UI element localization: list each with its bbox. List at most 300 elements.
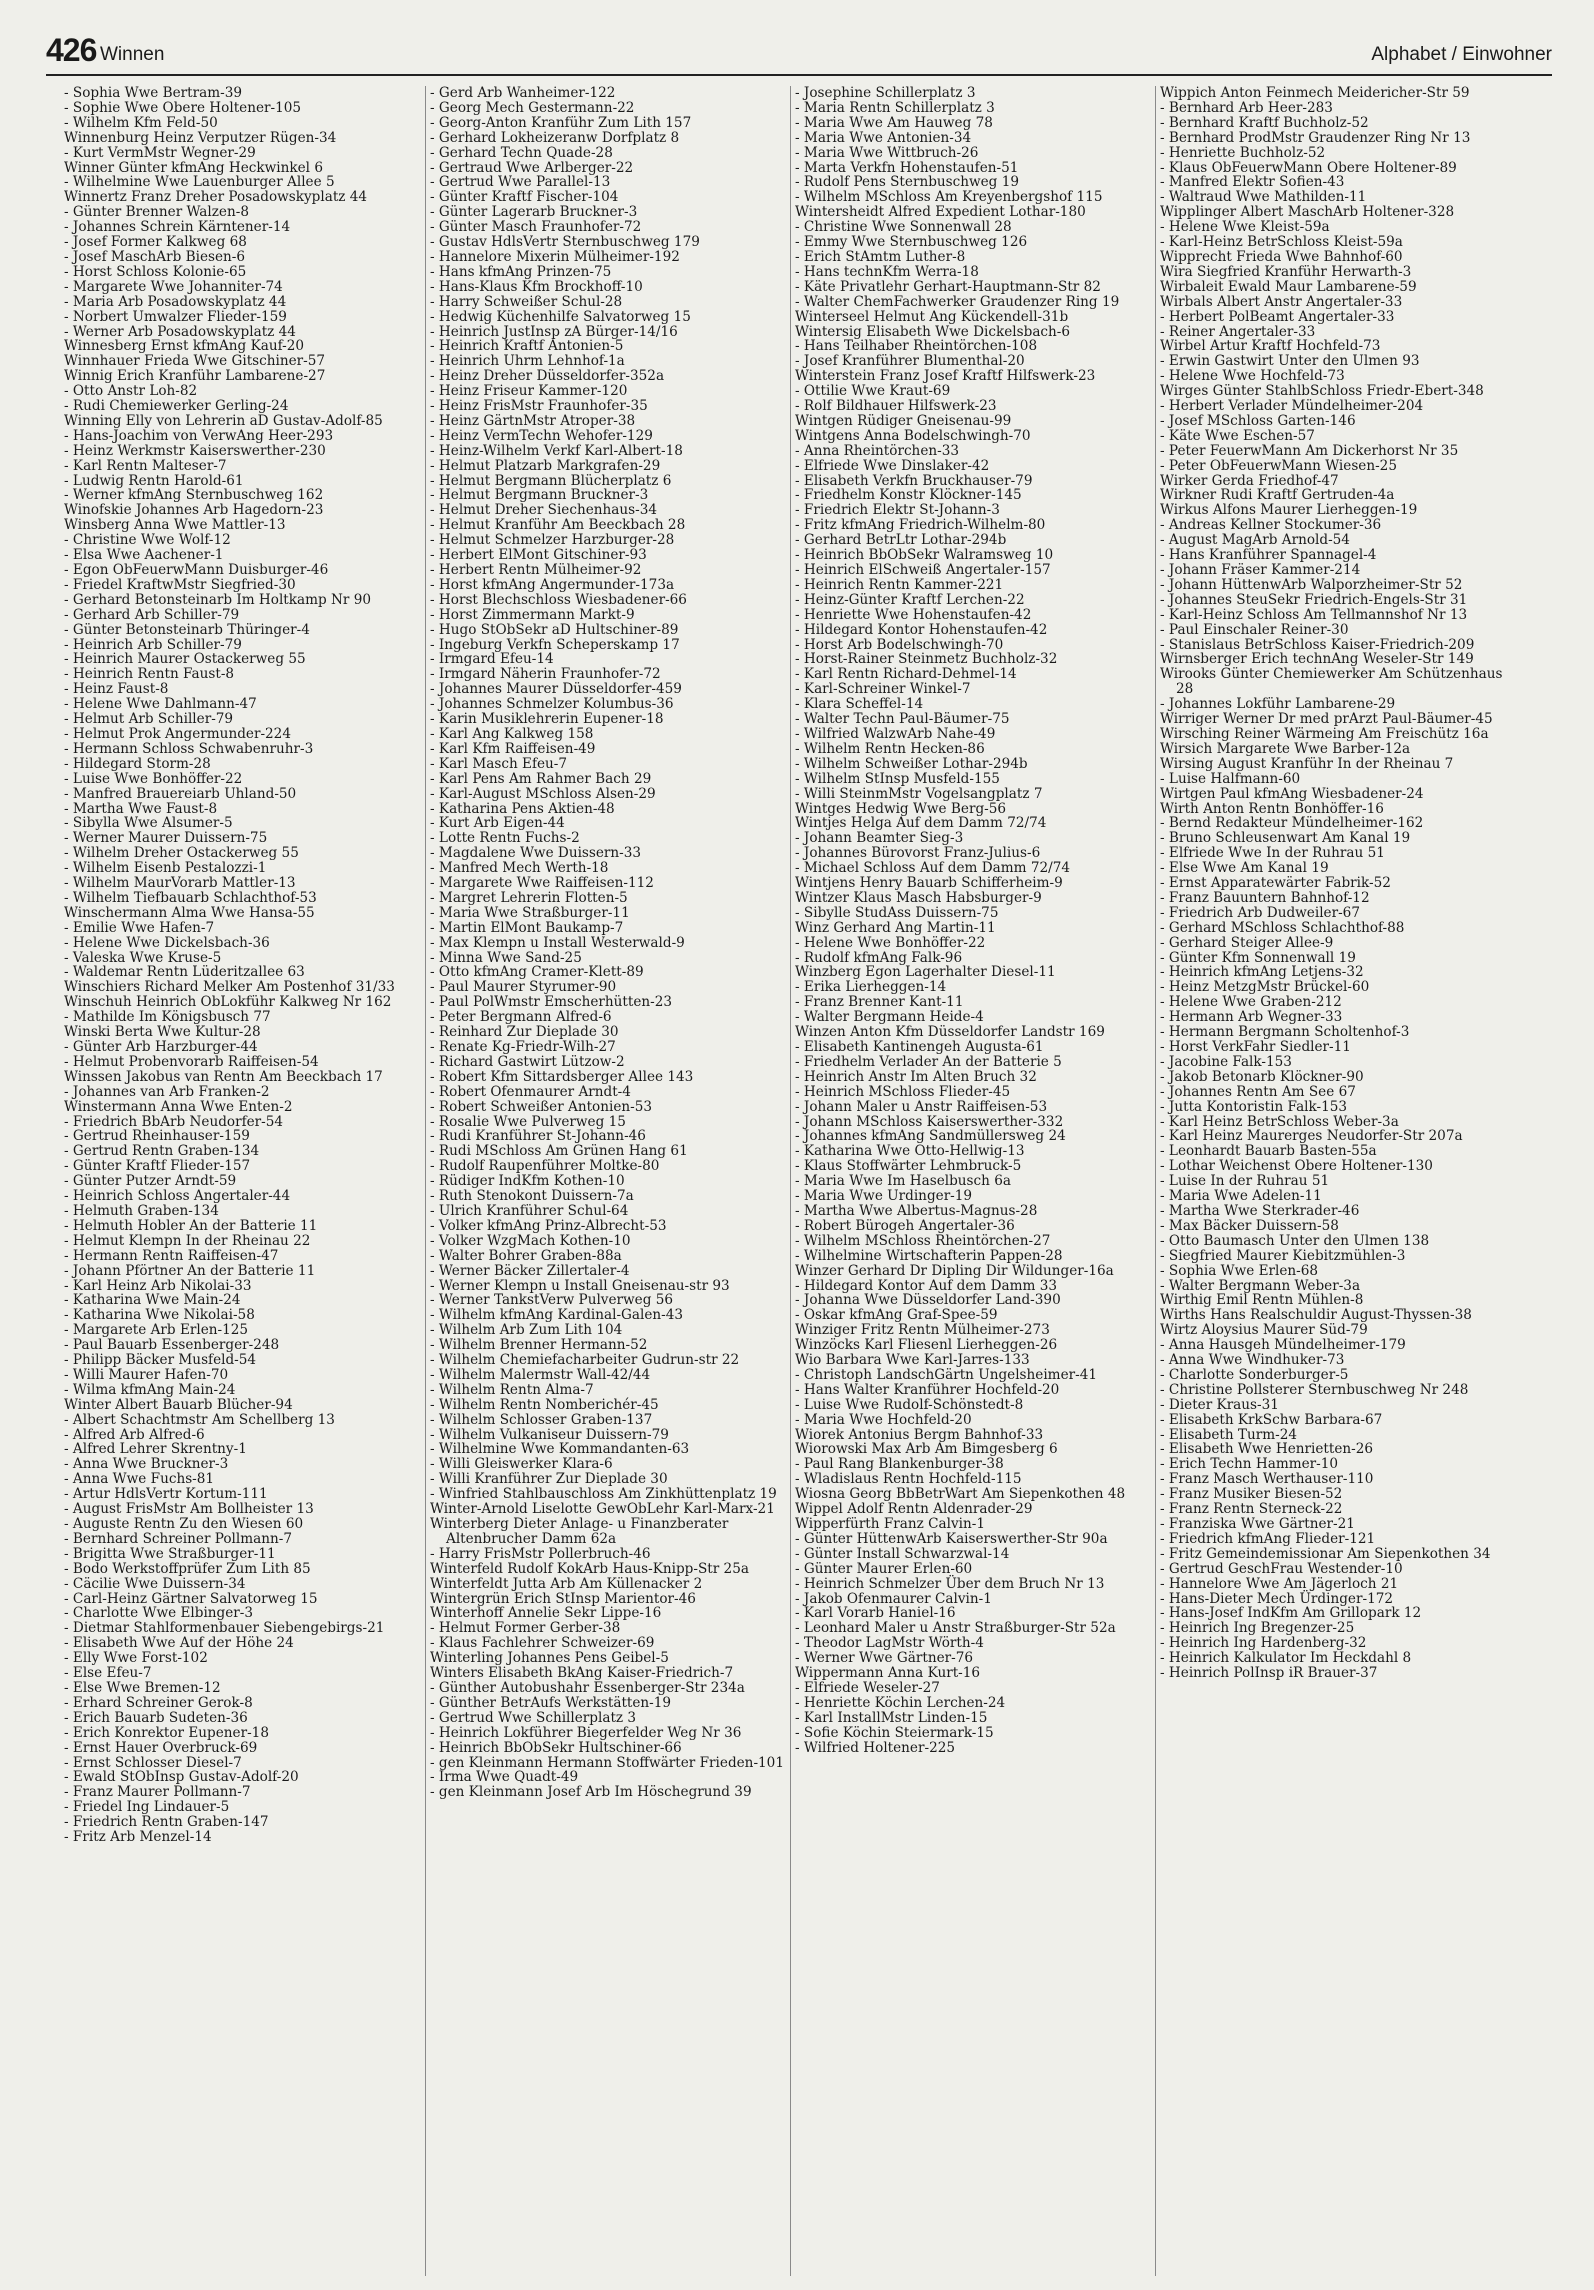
directory-entry: - Luise Wwe Rudolf-Schönstedt-8 [795,1396,1024,1413]
directory-entry: - Martha Wwe Albertus-Magnus-28 [795,1202,1038,1219]
column-2 [425,86,790,2276]
directory-entry: - Heinrich Ing Hardenberg-32 [1160,1635,1367,1652]
directory-entry: - Ludwig Rentn Harold-61 [64,472,244,489]
directory-entry: - Walter Bohrer Graben-88a [430,1247,622,1264]
directory-entry: - Johannes van Arb Franken-2 [64,1083,270,1100]
directory-entry: - Günter Maurer Erlen-60 [795,1560,973,1577]
directory-entry: - Wilhelm MSchloss Am Kreyenbergshof 115 [795,189,1103,206]
directory-entry: Winschermann Alma Wwe Hansa-55 [64,904,315,921]
directory-entry: Winter Albert Bauarb Blücher-94 [64,1396,293,1413]
directory-entry: - Maria Rentn Schillerplatz 3 [795,99,995,116]
directory-entry: - Gustav HdlsVertr Sternbuschweg 179 [430,234,700,251]
directory-entry: - Carl-Heinz Gärtner Salvatorweg 15 [64,1590,318,1607]
directory-entry: Winz Gerhard Ang Martin-11 [795,919,996,936]
directory-entry: - Manfred Brauereiarb Uhland-50 [64,785,297,802]
directory-entry: - Hans Kranführer Spannagel-4 [1160,547,1377,564]
directory-entry: - Josef Kranführer Blumenthal-20 [795,353,1025,370]
directory-entry: - Gerhard Steiger Allee-9 [1160,934,1334,951]
directory-entry: - Helmuth Graben-134 [64,1202,219,1219]
directory-entry: - Sofie Köchin Steiermark-15 [795,1724,994,1741]
directory-entry: Wirbaleit Ewald Maur Lambarene-59 [1160,278,1417,295]
directory-entry: - Margarete Arb Erlen-125 [64,1322,249,1339]
directory-entry: - Hans kfmAng Prinzen-75 [430,263,612,280]
directory-entry: - Heinrich Rentn Kammer-221 [795,576,1004,593]
directory-entry: - Günther Autobushahr Essenberger-Str 234a [430,1679,745,1696]
directory-entry: Winzberg Egon Lagerhalter Diesel-11 [795,964,1056,981]
directory-entry: - Franz Masch Werthauser-110 [1160,1471,1374,1488]
directory-entry: Wirbals Albert Anstr Angertaler-33 [1160,293,1403,310]
directory-entry: - Werner Wwe Gärtner-76 [795,1650,974,1667]
directory-entry: - Rudolf kfmAng Falk-96 [795,949,963,966]
directory-entry: - Marta Verkfn Hohenstaufen-51 [795,159,1019,176]
directory-entry: Wintjes Helga Auf dem Damm 72/74 [795,815,1047,832]
directory-entry: - Willi Gleiswerker Klara-6 [430,1456,613,1473]
directory-entry: Wirges Günter StahlbSchloss Friedr-Ebert-348 [1160,383,1484,400]
directory-entry: - Johannes SteuSekr Friedrich-Engels-Str 31 [1160,591,1468,608]
directory-entry: - Wilhelmine Wirtschafterin Pappen-28 [795,1247,1063,1264]
directory-entry: Wipprecht Frieda Wwe Bahnhof-60 [1160,248,1403,265]
directory-entry: - Christine Pollsterer Sternbuschweg Nr 248 [1160,1381,1469,1398]
directory-entry: - Norbert Umwalzer Flieder-159 [64,308,287,325]
directory-entry: - Siegfried Maurer Kiebitzmühlen-3 [1160,1247,1406,1264]
directory-entry: - Ewald StObInsp Gustav-Adolf-20 [64,1769,299,1786]
directory-entry: - Karl-August MSchloss Alsen-29 [430,785,656,802]
directory-entry: - Josef MSchloss Garten-146 [1160,412,1356,429]
directory-entry: - Erich Techn Hammer-10 [1160,1456,1339,1473]
directory-entry: - Elly Wwe Forst-102 [64,1650,208,1667]
directory-entry: - Heinz-Wilhelm Verkf Karl-Albert-18 [430,442,683,459]
directory-entry: - Harry FrisMstr Pollerbruch-46 [430,1545,651,1562]
directory-entry: - Johann Beamter Sieg-3 [795,830,964,847]
directory-entry: - Peter ObFeuerwMann Wiesen-25 [1160,457,1397,474]
directory-entry: - Sophia Wwe Erlen-68 [1160,1262,1319,1279]
directory-entry: Winter-Arnold Liselotte GewObLehr Karl-Marx-21 [430,1501,775,1518]
directory-entry: - Johannes Schmelzer Kolumbus-36 [430,696,674,713]
directory-entry: Wiorek Antonius Bergm Bahnhof-33 [795,1426,1044,1443]
directory-entry: Winnenburg Heinz Verputzer Rügen-34 [64,129,337,146]
directory-entry: - Charlotte Sonderburger-5 [1160,1366,1349,1383]
directory-entry: - Leonhard Maler u Anstr Straßburger-Str 52a [795,1620,1116,1637]
directory-entry: - Johannes Maurer Düsseldorfer-459 [430,681,682,698]
directory-entry: - Helmut Klempn In der Rheinau 22 [64,1232,311,1249]
directory-entry: - Henriette Wwe Hohenstaufen-42 [795,606,1032,623]
directory-entry: - Herbert ElMont Gitschiner-93 [430,547,647,564]
directory-entry: - Heinrich Kraftf Antonien-5 [430,338,624,355]
directory-entry: Wippich Anton Feinmech Meidericher-Str 59 [1160,86,1470,101]
directory-entry: - Christine Wwe Wolf-12 [64,532,231,549]
directory-entry: Wirbel Artur Kraftf Hochfeld-73 [1160,338,1381,355]
directory-entry: - Karl Rentn Malteser-7 [64,457,227,474]
directory-entry: - Herbert Verlader Mündelheimer-204 [1160,398,1424,415]
directory-entry: - Emmy Wwe Sternbuschweg 126 [795,234,1028,251]
column-3 [790,86,1155,2276]
directory-entry: - Manfred Elektr Sofien-43 [1160,174,1345,191]
directory-entry: - Sibylla Wwe Alsumer-5 [64,815,233,832]
directory-entry: - Wilhelm kfmAng Kardinal-Galen-43 [430,1307,684,1324]
directory-entry: - Rüdiger IndKfm Kothen-10 [430,1173,625,1190]
directory-entry: - Bernhard ProdMstr Graudenzer Ring Nr 13 [1160,129,1471,146]
directory-entry: - Heinz Dreher Düsseldorfer-352a [430,368,665,385]
directory-entry: - Wilhelm Eisenb Pestalozzi-1 [64,860,267,877]
directory-entry: Wiosna Georg BbBetrWart Am Siepenkothen 48 [795,1486,1126,1503]
directory-entry: Winnesberg Ernst kfmAng Kauf-20 [64,338,305,355]
directory-entry: Wippermann Anna Kurt-16 [795,1665,981,1682]
directory-columns [60,86,1520,2276]
directory-entry: Winzer Gerhard Dr Dipling Dir Wildunger-16a [795,1262,1114,1279]
directory-entry: - Johann HüttenwArb Walporzheimer-Str 52 [1160,576,1463,593]
directory-entry: - Günter Install Schwarzwal-14 [795,1545,1010,1562]
directory-entry: - Maria Wwe Wittbruch-26 [795,144,979,161]
directory-entry: - Jakob Ofenmaurer Calvin-1 [795,1590,992,1607]
directory-entry: - Friedhelm Konstr Klöckner-145 [795,487,1022,504]
directory-entry: - Heinrich MSchloss Flieder-45 [795,1083,1011,1100]
directory-entry: - Heinrich BbObSekr Hultschiner-66 [430,1739,682,1756]
directory-entry: - Bernhard Schreiner Pollmann-7 [64,1530,292,1547]
directory-entry: - Jutta Kontoristin Falk-153 [1160,1098,1348,1115]
directory-entry: Wio Barbara Wwe Karl-Jarres-133 [795,1352,1030,1369]
directory-entry: Winnertz Franz Dreher Posadowskyplatz 44 [64,189,368,206]
directory-entry: - Wilhelm MaurVorarb Mattler-13 [64,875,296,892]
directory-entry: - Elfriede Wwe Dinslaker-42 [795,457,990,474]
directory-entry: - Willi SteinmMstr Vogelsangplatz 7 [795,785,1043,802]
directory-entry: - Wilhelm Chemiefacharbeiter Gudrun-str 22 [430,1352,740,1369]
directory-entry: - Karl Heinz Maurerges Neudorfer-Str 207a [1160,1128,1463,1145]
directory-entry: - Anna Wwe Bruckner-3 [64,1456,229,1473]
directory-entry: - Hildegard Kontor Auf dem Damm 33 [795,1277,1058,1294]
directory-entry: Winzöcks Karl Fliesenl Lierheggen-26 [795,1337,1058,1354]
directory-entry: - Lotte Rentn Fuchs-2 [430,830,580,847]
directory-entry: - Erich StAmtm Luther-8 [795,248,966,265]
directory-entry: - Alfred Lehrer Skrentny-1 [64,1441,247,1458]
directory-entry: Wirnsberger Erich technAng Weseler-Str 149 [1160,651,1474,668]
directory-entry: - Gerhard Lokheizeranw Dorfplatz 8 [430,129,680,146]
directory-entry: - Klara Scheffel-14 [795,696,924,713]
directory-entry: - Johann Fräser Kammer-214 [1160,562,1361,578]
directory-entry: - Hans-Josef IndKfm Am Grillopark 12 [1160,1605,1422,1622]
directory-entry: Winterhoff Annelie Sekr Lippe-16 [430,1605,662,1622]
directory-entry: - Wilma kfmAng Main-24 [64,1381,236,1398]
directory-entry: - Herbert Rentn Mülheimer-92 [430,562,642,578]
directory-entry: - Günter Brenner Walzen-8 [64,204,249,221]
directory-entry: Winterstein Franz Josef Kraftf Hilfswerk-23 [795,368,1096,385]
directory-entry: Wintgens Anna Bodelschwingh-70 [795,427,1031,444]
directory-entry: - Günter Putzer Arndt-59 [64,1173,237,1190]
directory-entry: - Josef Former Kalkweg 68 [64,234,247,251]
directory-entry: - Günter Betonsteinarb Thüringer-4 [64,621,310,638]
directory-entry: - Hedwig Küchenhilfe Salvatorweg 15 [430,308,691,325]
directory-entry: - Johann Maler u Anstr Raiffeisen-53 [795,1098,1048,1115]
directory-entry: - Oskar kfmAng Graf-Spee-59 [795,1307,998,1324]
directory-entry: Wira Siegfried Kranführ Herwarth-3 [1160,263,1412,280]
directory-entry: - Gertrud Rheinhauser-159 [64,1128,250,1145]
directory-entry: - Johannes Lokführ Lambarene-29 [1160,696,1396,713]
directory-entry: - Artur HdlsVertr Kortum-111 [64,1486,268,1503]
directory-entry: - Wilhelm StInsp Musfeld-155 [795,770,1000,787]
directory-entry: - Wilhelm Dreher Ostackerweg 55 [64,845,299,862]
directory-entry: - Karl Heinz Arb Nikolai-33 [64,1277,252,1294]
directory-entry: - Werner kfmAng Sternbuschweg 162 [64,487,324,504]
directory-entry: - Karl Rentn Richard-Dehmel-14 [795,666,1017,683]
directory-entry: - Helene Wwe Dickelsbach-36 [64,934,270,951]
directory-entry: - Wilhelm Schlosser Graben-137 [430,1411,653,1428]
directory-entry: - Fritz kfmAng Friedrich-Wilhelm-80 [795,517,1046,534]
directory-entry: - Otto kfmAng Cramer-Klett-89 [430,964,644,981]
directory-entry: - Minna Wwe Sand-25 [430,949,582,966]
directory-entry: - Erwin Gastwirt Unter den Ulmen 93 [1160,353,1420,370]
directory-entry: - Heinz Faust-8 [64,681,169,698]
directory-entry: - Elisabeth KrkSchw Barbara-67 [1160,1411,1383,1428]
directory-entry: - Robert Schweißer Antonien-53 [430,1098,653,1115]
directory-entry: - Christoph LandschGärtn Ungelsheimer-41 [795,1366,1098,1383]
directory-entry: - Michael Schloss Auf dem Damm 72/74 [795,860,1071,877]
directory-entry: - gen Kleinmann Hermann Stoffwärter Frieden-101 [430,1754,784,1771]
page-number: 426 [46,32,97,68]
directory-entry: - Wilhelm Malermstr Wall-42/44 [430,1366,651,1383]
directory-entry: - Katharina Wwe Nikolai-58 [64,1307,255,1324]
directory-entry: - Theodor LagMstr Wörth-4 [795,1635,984,1652]
directory-entry: Wintersheidt Alfred Expedient Lothar-180 [795,204,1086,221]
directory-entry: Wirsing August Kranführ In der Rheinau 7 [1160,755,1454,772]
directory-entry: - Hermann Bergmann Scholtenhof-3 [1160,1024,1410,1041]
directory-entry: - Klaus ObFeuerwMann Obere Holtener-89 [1160,159,1457,176]
directory-entry: - Willi Kranführer Zur Dieplade 30 [430,1471,668,1488]
directory-entry: - Gertrud Wwe Schillerplatz 3 [430,1709,637,1726]
directory-entry: - Gertrud Rentn Graben-134 [64,1143,260,1160]
directory-entry: - Ernst Schlosser Diesel-7 [64,1754,242,1771]
directory-entry: - Karl-Schreiner Winkel-7 [795,681,971,698]
directory-entry: - Ingeburg Verkfn Scheperskamp 17 [430,636,680,653]
directory-entry: - Hugo StObSekr aD Hultschiner-89 [430,621,679,638]
directory-entry: - Maria Wwe Antonien-34 [795,129,972,146]
directory-entry: Winters Elisabeth BkAng Kaiser-Friedrich-7 [430,1665,734,1682]
directory-entry: - Helmut Prok Angermunder-224 [64,725,291,742]
directory-entry: - Werner Bäcker Zillertaler-4 [430,1262,630,1279]
directory-entry: - Paul Maurer Styrumer-90 [430,979,617,996]
directory-entry: - Fritz Gemeindemissionar Am Siepenkothen 34 [1160,1545,1491,1562]
directory-entry: - Wilhelm Rentn Hecken-86 [795,740,985,757]
directory-entry: - Wilhelm MSchloss Rheintörchen-27 [795,1232,1051,1249]
directory-entry: - Katharina Wwe Main-24 [64,1292,241,1309]
directory-entry: - Helmut Dreher Siechenhaus-34 [430,502,658,519]
column-1 [60,86,425,2276]
directory-entry: Wintersig Elisabeth Wwe Dickelsbach-6 [795,323,1071,340]
directory-entry: - Cäcilie Wwe Duissern-34 [64,1575,246,1592]
directory-entry: - Johannes Rentn Am See 67 [1160,1083,1356,1100]
directory-entry: - Elisabeth Wwe Henrietten-26 [1160,1441,1374,1458]
directory-entry: Winssen Jakobus van Rentn Am Beeckbach 17 [64,1068,383,1085]
directory-entry: - Hannelore Mixerin Mülheimer-192 [430,248,680,265]
directory-entry: - Erika Lierheggen-14 [795,979,947,996]
directory-entry: - Leonhardt Bauarb Basten-55a [1160,1143,1377,1160]
directory-entry: Wirkner Rudi Kraftf Gertruden-4a [1160,487,1395,504]
directory-entry: - Paul Bauarb Essenberger-248 [64,1337,280,1354]
directory-entry: - Ernst Apparatewärter Fabrik-52 [1160,875,1391,892]
directory-entry: Winski Berta Wwe Kultur-28 [64,1024,261,1041]
directory-entry: - Margarete Wwe Johanniter-74 [64,278,283,295]
directory-entry: - Hans Walter Kranführer Hochfeld-20 [795,1381,1060,1398]
directory-entry: - Bodo Werkstoffprüfer Zum Lith 85 [64,1560,311,1577]
directory-entry: - Ruth Stenokont Duissern-7a [430,1188,634,1205]
directory-entry: - Horst Zimmermann Markt-9 [430,606,635,623]
directory-entry: - Helene Wwe Dahlmann-47 [64,696,257,713]
directory-entry: - Klaus Fachlehrer Schweizer-69 [430,1635,655,1652]
directory-entry: - Heinrich kfmAng Letjens-32 [1160,964,1364,981]
directory-entry: - Waldemar Rentn Lüderitzallee 63 [64,964,305,981]
directory-entry: - Helmut Platzarb Markgrafen-29 [430,457,661,474]
directory-entry: - Karl Vorarb Haniel-16 [795,1605,956,1622]
directory-entry: - Hans technKfm Werra-18 [795,263,979,280]
directory-entry: - Waltraud Wwe Mathilden-11 [1160,189,1367,206]
directory-entry: - Helene Wwe Kleist-59a [1160,219,1330,236]
directory-entry: - Sophie Wwe Obere Holtener-105 [64,99,302,116]
directory-entry: Wirsich Margarete Wwe Barber-12a [1160,740,1411,757]
directory-entry: - Günter Arb Harzburger-44 [64,1039,258,1055]
directory-entry: - Jakob Betonarb Klöckner-90 [1160,1068,1364,1085]
directory-entry: - Günter Masch Fraunhofer-72 [430,219,642,236]
directory-entry: - Otto Anstr Loh-82 [64,383,198,400]
directory-entry: - Günter Kfm Sonnenwall 19 [1160,949,1356,966]
directory-entry: - Margret Lehrerin Flotten-5 [430,889,628,906]
directory-entry: Winschiers Richard Melker Am Postenhof 31/33 [64,979,395,996]
directory-entry: - Josephine Schillerplatz 3 [795,86,976,101]
directory-entry: - Magdalene Wwe Duissern-33 [430,845,642,862]
directory-entry: - Maria Arb Posadowskyplatz 44 [64,293,287,310]
directory-entry: - Helmut Schmelzer Harzburger-28 [430,532,675,549]
directory-entry: - Else Wwe Am Kanal 19 [1160,860,1329,877]
directory-entry: - Georg Mech Gestermann-22 [430,99,635,116]
directory-entry: - Heinz Friseur Kammer-120 [430,383,628,400]
directory-entry: Winschuh Heinrich ObLokführ Kalkweg Nr 162 [64,994,392,1011]
directory-entry: - Horst Arb Bodelschwingh-70 [795,636,1004,653]
directory-entry: - Wladislaus Rentn Hochfeld-115 [795,1471,1022,1488]
directory-entry: - Martin ElMont Baukamp-7 [430,919,624,936]
directory-entry: - Friedhelm Verlader An der Batterie 5 [795,1053,1062,1070]
directory-entry: - Ulrich Kranführer Schul-64 [430,1202,629,1219]
directory-entry: - Walter Techn Paul-Bäumer-75 [795,711,1010,728]
directory-entry: - Heinrich Maurer Ostackerweg 55 [64,651,306,668]
directory-entry: - Horst Schloss Kolonie-65 [64,263,247,280]
directory-entry: Wirsching Reiner Wärmeing Am Freischütz 16a [1160,725,1489,742]
directory-entry: Winsberg Anna Wwe Mattler-13 [64,517,286,534]
directory-entry: Wirtz Aloysius Maurer Süd-79 [1160,1322,1368,1339]
directory-entry: - Gerhard Betonsteinarb Im Holtkamp Nr 90 [64,591,372,608]
directory-entry: Winnig Erich Kranführ Lambarene-27 [64,368,326,385]
directory-entry: Wipperfürth Franz Calvin-1 [795,1516,986,1532]
directory-entry: - Anna Wwe Windhuker-73 [1160,1352,1345,1369]
directory-entry: - Mathilde Im Königsbusch 77 [64,1009,271,1026]
directory-entry: - Volker WzgMach Kothen-10 [430,1232,631,1249]
directory-entry: - Franz Brenner Kant-11 [795,994,964,1011]
directory-entry: - Horst-Rainer Steinmetz Buchholz-32 [795,651,1058,668]
directory-entry: - Heinrich Kalkulator Im Heckdahl 8 [1160,1650,1412,1667]
directory-entry: - Reinhard Zur Dieplade 30 [430,1024,619,1041]
directory-entry: - Karl Pens Am Rahmer Bach 29 [430,770,652,787]
directory-entry: - Heinrich BbObSekr Walramsweg 10 [795,547,1054,564]
directory-entry: - Paul Rang Blankenburger-38 [795,1456,1004,1473]
directory-entry: - Andreas Kellner Stockumer-36 [1160,517,1382,534]
directory-entry: - Renate Kg-Friedr-Wilh-27 [430,1039,616,1055]
directory-entry: Wirriger Werner Dr med prArzt Paul-Bäumer-45 [1160,711,1493,728]
directory-entry: - Wilhelmine Wwe Lauenburger Allee 5 [64,174,335,191]
directory-entry: - Willi Maurer Hafen-70 [64,1366,229,1383]
directory-entry: - Wilhelm Arb Zum Lith 104 [430,1322,623,1339]
directory-entry: - Karl-Heinz BetrSchloss Kleist-59a [1160,234,1403,251]
directory-entry: - Friedrich Arb Dudweiler-67 [1160,904,1360,921]
directory-entry: - Wilhelm Tiefbauarb Schlachthof-53 [64,889,317,906]
directory-entry: - Ernst Hauer Overbruck-69 [64,1739,258,1756]
directory-entry: - Luise Wwe Bonhöffer-22 [64,770,243,787]
directory-entry: - Elfriede Wwe In der Ruhrau 51 [1160,845,1385,862]
directory-entry: - Robert Ofenmaurer Arndt-4 [430,1083,631,1100]
directory-entry: Winterseel Helmut Ang Kückendell-31b [795,308,1069,325]
directory-entry: - Günter HüttenwArb Kaiserswerther-Str 90a [795,1530,1108,1547]
directory-entry: - Karin Musiklehrerin Eupener-18 [430,711,664,728]
directory-entry: - Hans-Joachim von VerwAng Heer-293 [64,427,334,444]
directory-entry: - Franz Rentn Sterneck-22 [1160,1501,1343,1518]
directory-entry: - Karl InstallMstr Linden-15 [795,1709,988,1726]
directory-entry: - Max Klempn u Install Westerwald-9 [430,934,685,951]
directory-entry: - Gerd Arb Wanheimer-122 [430,86,616,101]
directory-entry: - Karl-Heinz Schloss Am Tellmannshof Nr 13 [1160,606,1468,623]
column-4 [1155,86,1520,2276]
directory-entry: - Wilhelm Rentn Alma-7 [430,1381,594,1398]
directory-entry: - Johannes Schrein Kärntener-14 [64,219,291,236]
directory-entry: - Albert Schachtmstr Am Schellberg 13 [64,1411,335,1428]
directory-entry: - Hans-Klaus Kfm Brockhoff-10 [430,278,643,295]
directory-entry: - Heinrich Anstr Im Alten Bruch 32 [795,1068,1037,1085]
directory-entry: - Anna Hausgeh Mündelheimer-179 [1160,1337,1406,1354]
directory-entry: - Rudolf Raupenführer Moltke-80 [430,1158,660,1175]
directory-entry: - Bernhard Kraftf Buchholz-52 [1160,114,1369,131]
directory-entry: - Elisabeth Wwe Auf der Höhe 24 [64,1635,294,1652]
directory-entry: Wirkus Alfons Maurer Lierheggen-19 [1160,502,1418,519]
directory-entry: - Harry Schweißer Schul-28 [430,293,623,310]
directory-entry: - Heinrich ElSchweiß Angertaler-157 [795,562,1051,578]
directory-entry: - Helene Wwe Graben-212 [1160,994,1342,1011]
directory-entry: Winzen Anton Kfm Düsseldorfer Landstr 169 [795,1024,1105,1041]
directory-entry: - Philipp Bäcker Musfeld-54 [64,1352,257,1369]
directory-entry: - Egon ObFeuerwMann Duisburger-46 [64,562,329,578]
directory-entry: - Heinrich Schloss Angertaler-44 [64,1188,291,1205]
directory-entry: - Wilhelm Rentn Nomberichér-45 [430,1396,659,1413]
directory-entry: - Wilhelmine Wwe Kommandanten-63 [430,1441,690,1458]
directory-entry: - Henriette Köchin Lerchen-24 [795,1694,1006,1711]
directory-entry: - Friedrich Rentn Graben-147 [64,1814,269,1831]
directory-entry: Wirooks Günter Chemiewerker Am Schützenhaus 28 [1160,666,1503,698]
directory-entry: - Klaus Stoffwärter Lehmbruck-5 [795,1158,1022,1175]
directory-entry: - August MagArb Arnold-54 [1160,532,1350,549]
directory-entry: - Georg-Anton Kranführ Zum Lith 157 [430,114,692,131]
directory-entry: - Luise In der Ruhrau 51 [1160,1173,1330,1190]
directory-entry: Winziger Fritz Rentn Mülheimer-273 [795,1322,1050,1339]
directory-entry: - Käte Privatlehr Gerhart-Hauptmann-Str 82 [795,278,1101,295]
directory-entry: - Irma Wwe Quadt-49 [430,1769,579,1786]
directory-entry: - Maria Wwe Hochfeld-20 [795,1411,972,1428]
directory-entry: - Manfred Mech Werth-18 [430,860,609,877]
directory-entry: - Charlotte Wwe Elbinger-3 [64,1605,254,1622]
directory-entry: - Heinrich JustInsp zA Bürger-14/16 [430,323,678,340]
directory-entry: - Günther BetrAufs Werkstätten-19 [430,1694,672,1711]
directory-entry: - Heinz VermTechn Wehofer-129 [430,427,653,444]
directory-entry: - Helene Wwe Bonhöffer-22 [795,934,986,951]
directory-entry: - Alfred Arb Alfred-6 [64,1426,205,1443]
directory-entry: - Elisabeth Kantinengeh Augusta-61 [795,1039,1044,1055]
running-head-name: Winnen [100,44,165,65]
directory-entry: - Gerhard Arb Schiller-79 [64,606,240,623]
directory-entry: - Dieter Kraus-31 [1160,1396,1279,1413]
directory-entry: - Katharina Pens Aktien-48 [430,800,615,817]
directory-entry: - Heinz-Günter Kraftf Lerchen-22 [795,591,1025,608]
